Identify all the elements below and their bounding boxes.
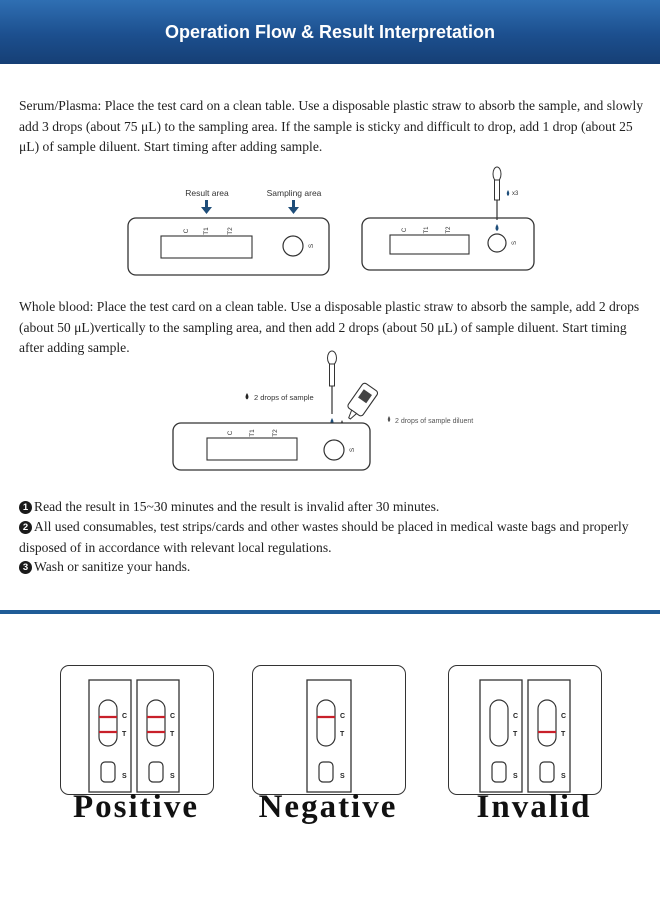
result-area-label: Result area (185, 188, 229, 198)
test-strip (528, 680, 570, 792)
step-1 (19, 497, 645, 518)
card-label-s: S (308, 243, 315, 249)
result-window (161, 236, 252, 258)
card-label-s: S (512, 240, 518, 246)
strip-label-t: T (340, 731, 345, 738)
serum-plasma-instructions: Serum/Plasma: Place the test card on a clean table. Use a disposable plastic straw to absorb the sample, and slowly add 3 drops (about 75 μL) to the sampling area. If the sample is sticky and difficult to drop, add 1 drop (about 25 μL) of sample diluent. Start timing after adding sample. (19, 98, 644, 154)
drop-icon (246, 393, 249, 400)
step-text: Wash or sanitize your hands. (34, 559, 191, 574)
invalid-strips (449, 666, 601, 794)
strip-label-s: S (340, 773, 345, 780)
section-divider (0, 610, 660, 614)
test-strip (480, 680, 522, 792)
whole-blood-diagram (0, 348, 660, 473)
strip-label-c: C (122, 713, 128, 720)
diluent-bottle-icon (342, 382, 379, 423)
strip-label-t: T (513, 731, 518, 738)
card-label-t2: T2 (227, 227, 234, 235)
strip-label-t: T (170, 731, 175, 738)
card-label-t2: T2 (446, 226, 452, 234)
drops-count-label: x3 (512, 191, 519, 197)
step-number-badge: 2 (19, 521, 32, 534)
card-label-c: C (183, 228, 190, 234)
negative-strip (253, 666, 405, 794)
test-strip (137, 680, 179, 792)
strip-label-s: S (561, 773, 566, 780)
step-3 (19, 557, 645, 578)
positive-label: Positive (73, 789, 199, 825)
step-number-badge: 3 (19, 561, 32, 574)
negative-result-box (252, 665, 406, 795)
whole-blood-instructions: Whole blood: Place the test card on a clean table. Use a disposable plastic straw to absorb the sample, add 2 drops (about 50 μL)vertically to the sampling area, and then add 2 drops (about 50 μL) of sample diluent. Start timing after adding sample. (19, 299, 640, 355)
strip-label-c: C (340, 713, 346, 720)
strip-label-s: S (513, 773, 518, 780)
step-number-badge: 1 (19, 501, 32, 514)
card-label-c: C (227, 430, 234, 436)
test-strip (307, 680, 351, 792)
strip-label-c: C (170, 713, 176, 720)
result-window (390, 235, 469, 254)
strip-label-t: T (122, 731, 127, 738)
strip-label-t: T (561, 731, 566, 738)
strip-label-c: C (561, 713, 567, 720)
step-text: All used consumables, test strips/cards and other wastes should be placed in medical waste bags and properly disposed of in accordance with relevant local regulations. (19, 519, 629, 555)
sample-well (324, 440, 344, 460)
positive-strips (61, 666, 213, 794)
test-strip (89, 680, 131, 792)
card-label-t1: T1 (249, 429, 256, 437)
positive-result-box (60, 665, 214, 795)
sample-drops-label: 2 drops of sample (254, 393, 314, 402)
step-text: Read the result in 15~30 minutes and the result is invalid after 30 minutes. (34, 499, 440, 514)
pipette-icon (328, 351, 337, 414)
arrow-down-icon (201, 200, 212, 214)
diluent-drops-label: 2 drops of sample diluent (395, 418, 474, 425)
card-label-t1: T1 (424, 226, 430, 234)
card-label-c: C (402, 227, 408, 233)
invalid-result-box (448, 665, 602, 795)
card-label-t1: T1 (203, 227, 210, 235)
drop-icon (507, 190, 510, 196)
strip-label-s: S (170, 773, 175, 780)
arrow-down-icon (288, 200, 299, 214)
sample-well (283, 236, 303, 256)
sample-well (488, 234, 506, 252)
card-label-s: S (349, 447, 356, 453)
invalid-label: Invalid (476, 789, 592, 825)
result-window (207, 438, 297, 460)
serum-diagram (0, 160, 660, 290)
negative-label: Negative (258, 789, 398, 825)
header-banner (0, 0, 660, 64)
drop-icon (388, 416, 391, 422)
card-label-t2: T2 (272, 429, 279, 437)
strip-label-c: C (513, 713, 519, 720)
step-2 (19, 517, 645, 558)
pipette-icon (493, 167, 501, 220)
page-title: Operation Flow & Result Interpretation (164, 22, 496, 42)
strip-label-s: S (122, 773, 127, 780)
sampling-area-label: Sampling area (266, 188, 322, 198)
